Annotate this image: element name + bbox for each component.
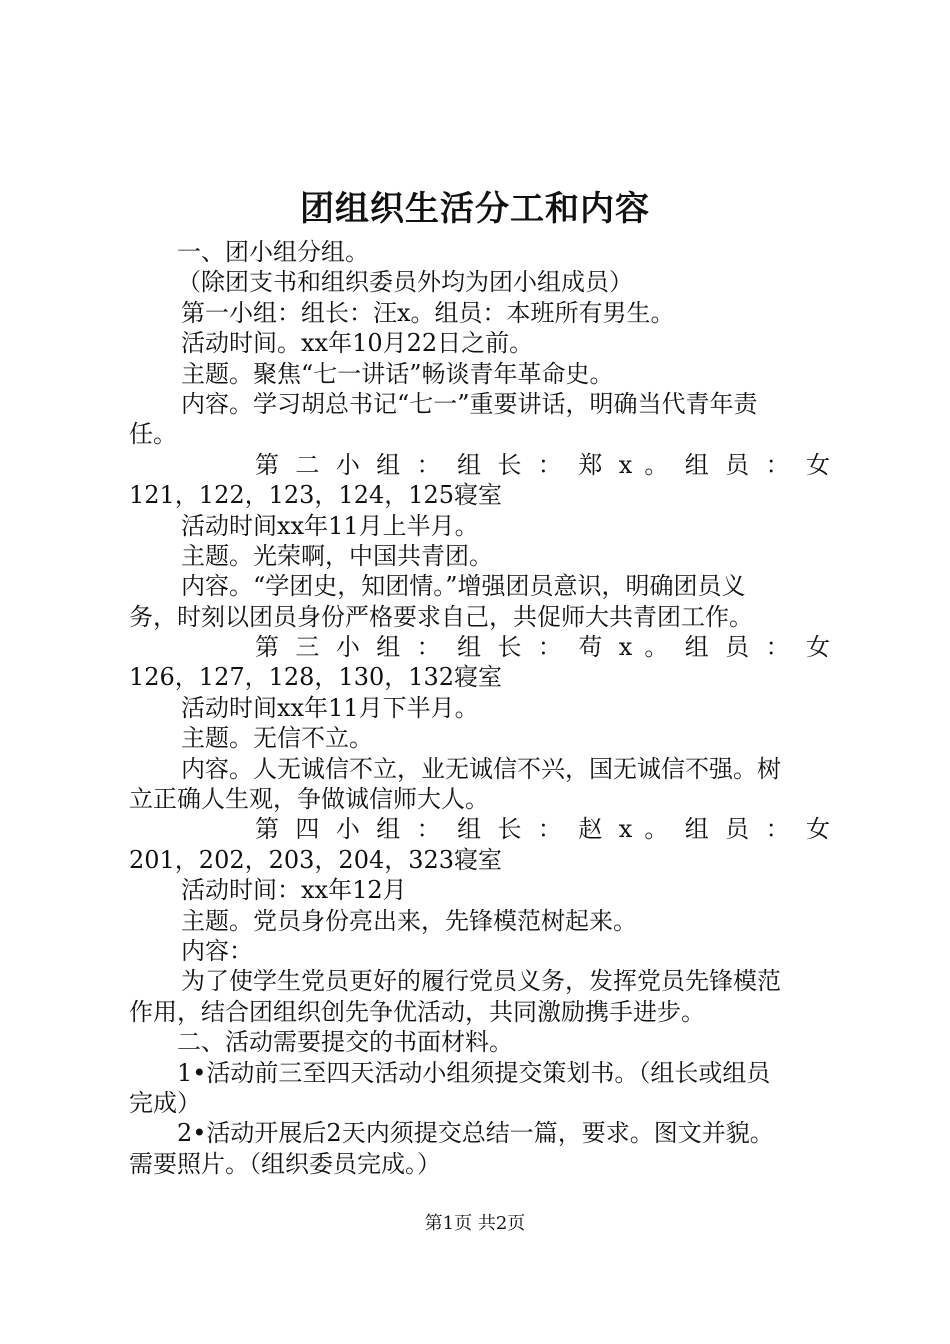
paragraph-line: 活动时间。xx年10月22日之前。 — [181, 329, 534, 358]
paragraph-line: 121，122，123，124，125寝室 — [129, 481, 503, 510]
paragraph-line: 内容。学习胡总书记“七一”重要讲话，明确当代青年责 — [181, 389, 758, 418]
paragraph-line: 任。 — [129, 420, 177, 449]
paragraph-line: 内容。“学团史，知团情。”增强团员意识，明确团员义 — [181, 572, 746, 601]
paragraph-line: 立正确人生观，争做诚信师大人。 — [129, 785, 489, 814]
document-title: 团组织生活分工和内容 — [300, 189, 650, 229]
section-heading: 一、团小组分组。 — [177, 238, 369, 266]
paragraph-line: 内容。人无诚信不立，业无诚信不兴，国无诚信不强。树 — [181, 754, 781, 783]
paragraph-line: 第一小组：组长：汪x。组员：本班所有男生。 — [181, 298, 675, 327]
paragraph-line: 第 三 小 组 ： 组 长 ： 苟 x 。 组 员 ： 女 — [255, 633, 830, 662]
paragraph-line: 活动时间：xx年12月 — [181, 876, 407, 905]
paragraph-line: 第 四 小 组 ： 组 长 ： 赵 x 。 组 员 ： 女 — [255, 815, 830, 844]
paragraph-line: 201，202，203，204，323寝室 — [129, 845, 503, 874]
paragraph-line: 活动时间xx年11月上半月。 — [181, 511, 479, 540]
paragraph-line: 第 二 小 组 ： 组 长 ： 郑 x 。 组 员 ： 女 — [255, 450, 830, 479]
section-heading: 二、活动需要提交的书面材料。 — [177, 1028, 513, 1057]
paragraph-line: 2•活动开展后2天内须提交总结一篇，要求。图文并貌。 — [177, 1119, 774, 1148]
paragraph-line: （除团支书和组织委员外均为团小组成员） — [177, 268, 633, 297]
paragraph-line: 需要照片。（组织委员完成。） — [129, 1149, 441, 1178]
paragraph-line: 内容： — [181, 936, 253, 965]
paragraph-line: 主题。无信不立。 — [181, 724, 373, 753]
document-body — [129, 237, 830, 1179]
page-number-footer: 第1页 共2页 — [424, 1213, 526, 1234]
paragraph-line: 为了使学生党员更好的履行党员义务，发挥党员先锋模范 — [181, 967, 781, 996]
paragraph-line: 1•活动前三至四天活动小组须提交策划书。（组长或组员 — [177, 1058, 771, 1087]
paragraph-line: 务，时刻以团员身份严格要求自己，共促师大共青团工作。 — [129, 602, 753, 631]
paragraph-line: 126，127，128，130，132寝室 — [129, 663, 503, 692]
paragraph-line: 主题。聚焦“七一讲话”畅谈青年革命史。 — [181, 359, 614, 388]
paragraph-line: 完成） — [129, 1088, 201, 1117]
paragraph-line: 活动时间xx年11月下半月。 — [181, 693, 479, 722]
paragraph-line: 作用，结合团组织创先争优活动，共同激励携手进步。 — [129, 997, 705, 1026]
paragraph-line: 主题。党员身份亮出来，先锋模范树起来。 — [181, 906, 637, 935]
paragraph-line: 主题。光荣啊，中国共青团。 — [181, 541, 493, 570]
